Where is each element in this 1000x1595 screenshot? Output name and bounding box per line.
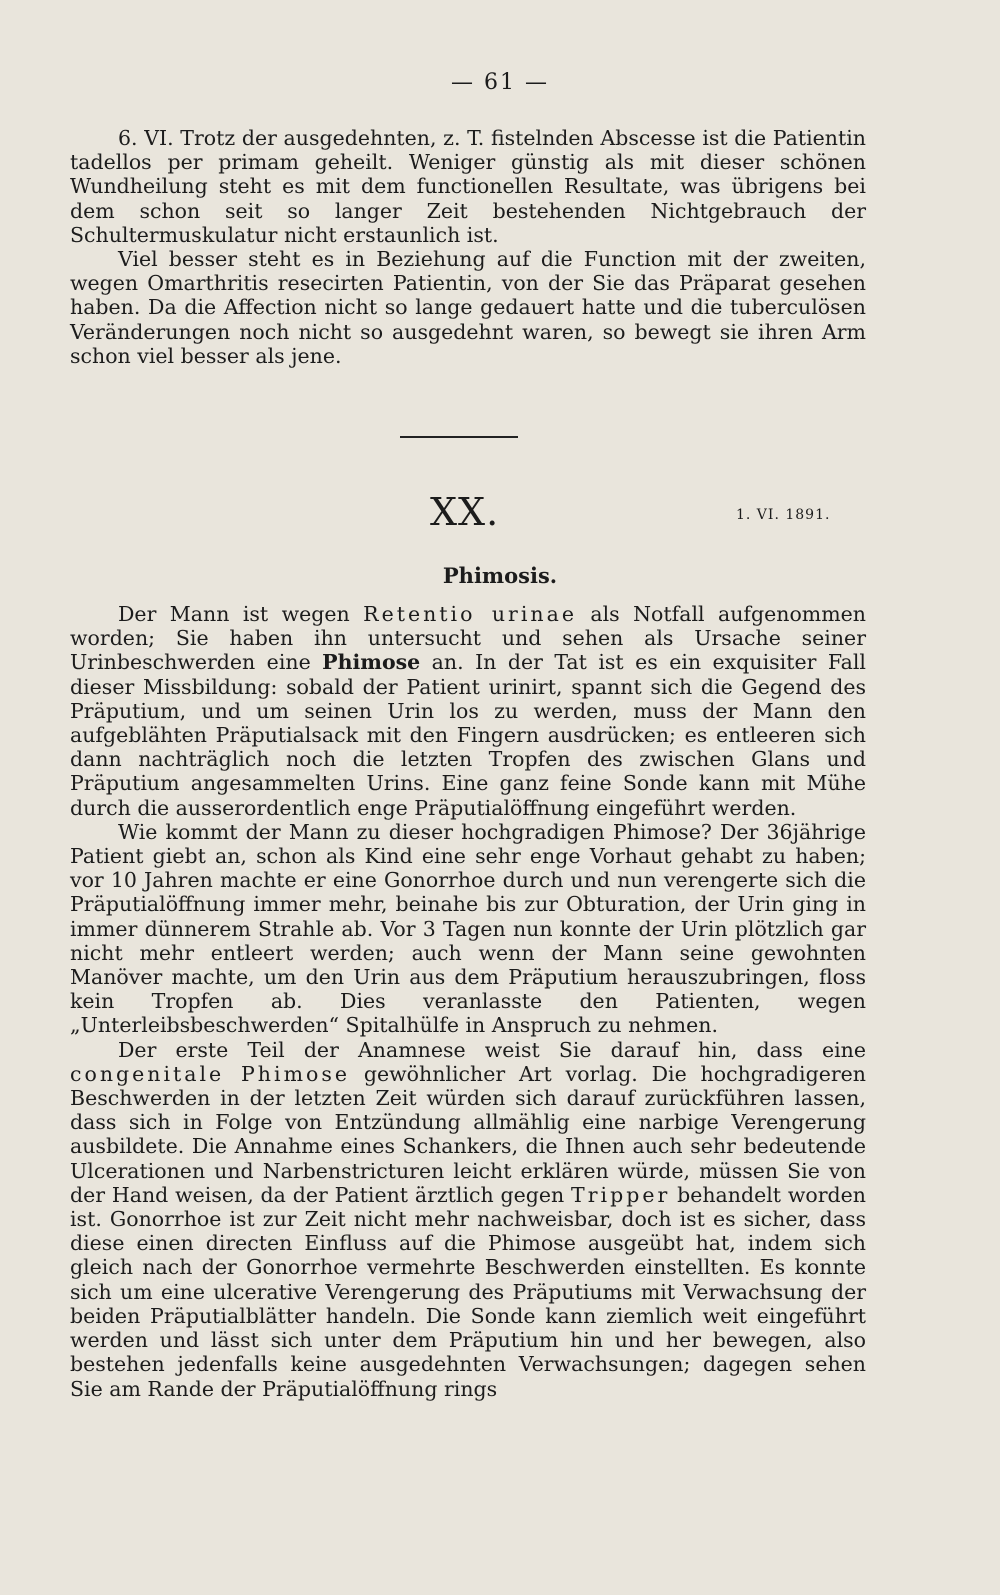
page-number: — 61 — bbox=[451, 70, 549, 95]
chapter-title: Phimosis. bbox=[442, 563, 558, 588]
paragraph: 6. VI. Trotz der ausgedehnten, z. T. fistelnden Abscesse ist die Patientin tadellos per primam geheilt. Weniger günstig als mit dieser schönen Wundheilung steht es mit dem functionellen Resultate, was übrigens bei dem schon seit so langer Zeit bestehenden Nichtgebrauch der Schultermuskulatur nicht erstaunlich ist. bbox=[70, 126, 866, 247]
paragraph bbox=[70, 1038, 866, 1401]
text-run: Der Mann ist wegen bbox=[118, 602, 364, 626]
spaced-term: Tripper bbox=[571, 1182, 671, 1207]
spaced-term: congenitale Phimose bbox=[70, 1061, 351, 1086]
text-run: an. In der Tat ist es ein exquisiter Fall dieser Missbildung: sobald der Patient urinirt, spannt sich die Gegend des Präputium, und um seinen Urin los zu werden, muss der Mann den aufgeblähten Präputialsack mit den Fingern ausdrücken; es entleeren sich dann nachträglich noch die letzten Tropfen des zwischen Glans und Präputium angesammelten Urins. Eine ganz feine Sonde kann mit Mühe durch die ausserordentlich enge Präputialöffnung eingeführt werden. bbox=[70, 650, 866, 820]
text-run: behandelt worden ist. Gonorrhoe ist zur Zeit nicht mehr nachweisbar, doch ist es sicher, dass diese einen directen Einfluss auf die Phimose ausgeübt hat, indem sich gleich nach der Gonorrhoe vermehrte Beschwerden einstellten. Es konnte sich um eine ulcerative Verengerung des Präputiums mit Verwachsung der beiden Präputialblätter handeln. Die Sonde kann ziemlich weit eingeführt werden und lässt sich unter dem Präputium hin und her bewegen, also bestehen jedenfalls keine ausgedehnten Verwachsungen; dagegen sehen Sie am Rande der Präputialöffnung rings bbox=[70, 1182, 866, 1401]
section-continuation bbox=[70, 126, 866, 368]
text-run: gewöhnlicher Art vorlag. Die hochgradigeren Beschwerden in der letzten Zeit würden sich darauf zurückführen lassen, dass sich in Folge von Entzündung allmählig eine narbige Verengerung ausbildete. Die Annahme eines Schankers, die Ihnen auch sehr bedeutende Ulcerationen und Narbenstricturen leicht erklären würde, müssen Sie von der Hand weisen, da der Patient ärztlich gegen bbox=[70, 1061, 866, 1207]
bold-term: Phimose bbox=[322, 650, 421, 675]
section-divider bbox=[400, 436, 518, 438]
paragraph bbox=[70, 602, 866, 820]
paragraph: Viel besser steht es in Beziehung auf die Function mit der zweiten, wegen Omarthritis resecirten Patientin, von der Sie das Präparat gesehen haben. Da die Affection nicht so lange gedauert hatte und die tuberculösen Veränderungen noch nicht so ausgedehnt waren, so bewegt sie ihren Arm schon viel besser als jene. bbox=[70, 247, 866, 368]
text-run: Der erste Teil der Anamnese weist Sie darauf hin, dass eine bbox=[118, 1037, 866, 1062]
text-run: als Notfall aufgenommen worden; Sie haben ihn untersucht und sehen als Ursache seiner Urinbeschwerden eine bbox=[70, 602, 866, 675]
chapter-number: XX. bbox=[430, 490, 500, 534]
paragraph: Wie kommt der Mann zu dieser hochgradigen Phimose? Der 36jährige Patient giebt an, schon als Kind eine sehr enge Vorhaut gehabt zu haben; vor 10 Jahren machte er eine Gonorrhoe durch und nun verengerte sich die Präputialöffnung immer mehr, beinahe bis zur Obturation, der Urin ging in immer dünnerem Strahle ab. Vor 3 Tagen nun konnte der Urin plötzlich gar nicht mehr entleert werden; auch wenn der Mann seine gewohnten Manöver machte, um den Urin aus dem Präputium herauszubringen, floss kein Tropfen ab. Dies veranlasste den Patienten, wegen „Unterleibsbeschwerden“ Spitalhülfe in Anspruch zu nehmen. bbox=[70, 819, 866, 1038]
chapter-date: 1. VI. 1891. bbox=[736, 507, 831, 523]
chapter-body bbox=[70, 602, 866, 1401]
spaced-term: Retentio urinae bbox=[363, 602, 577, 626]
